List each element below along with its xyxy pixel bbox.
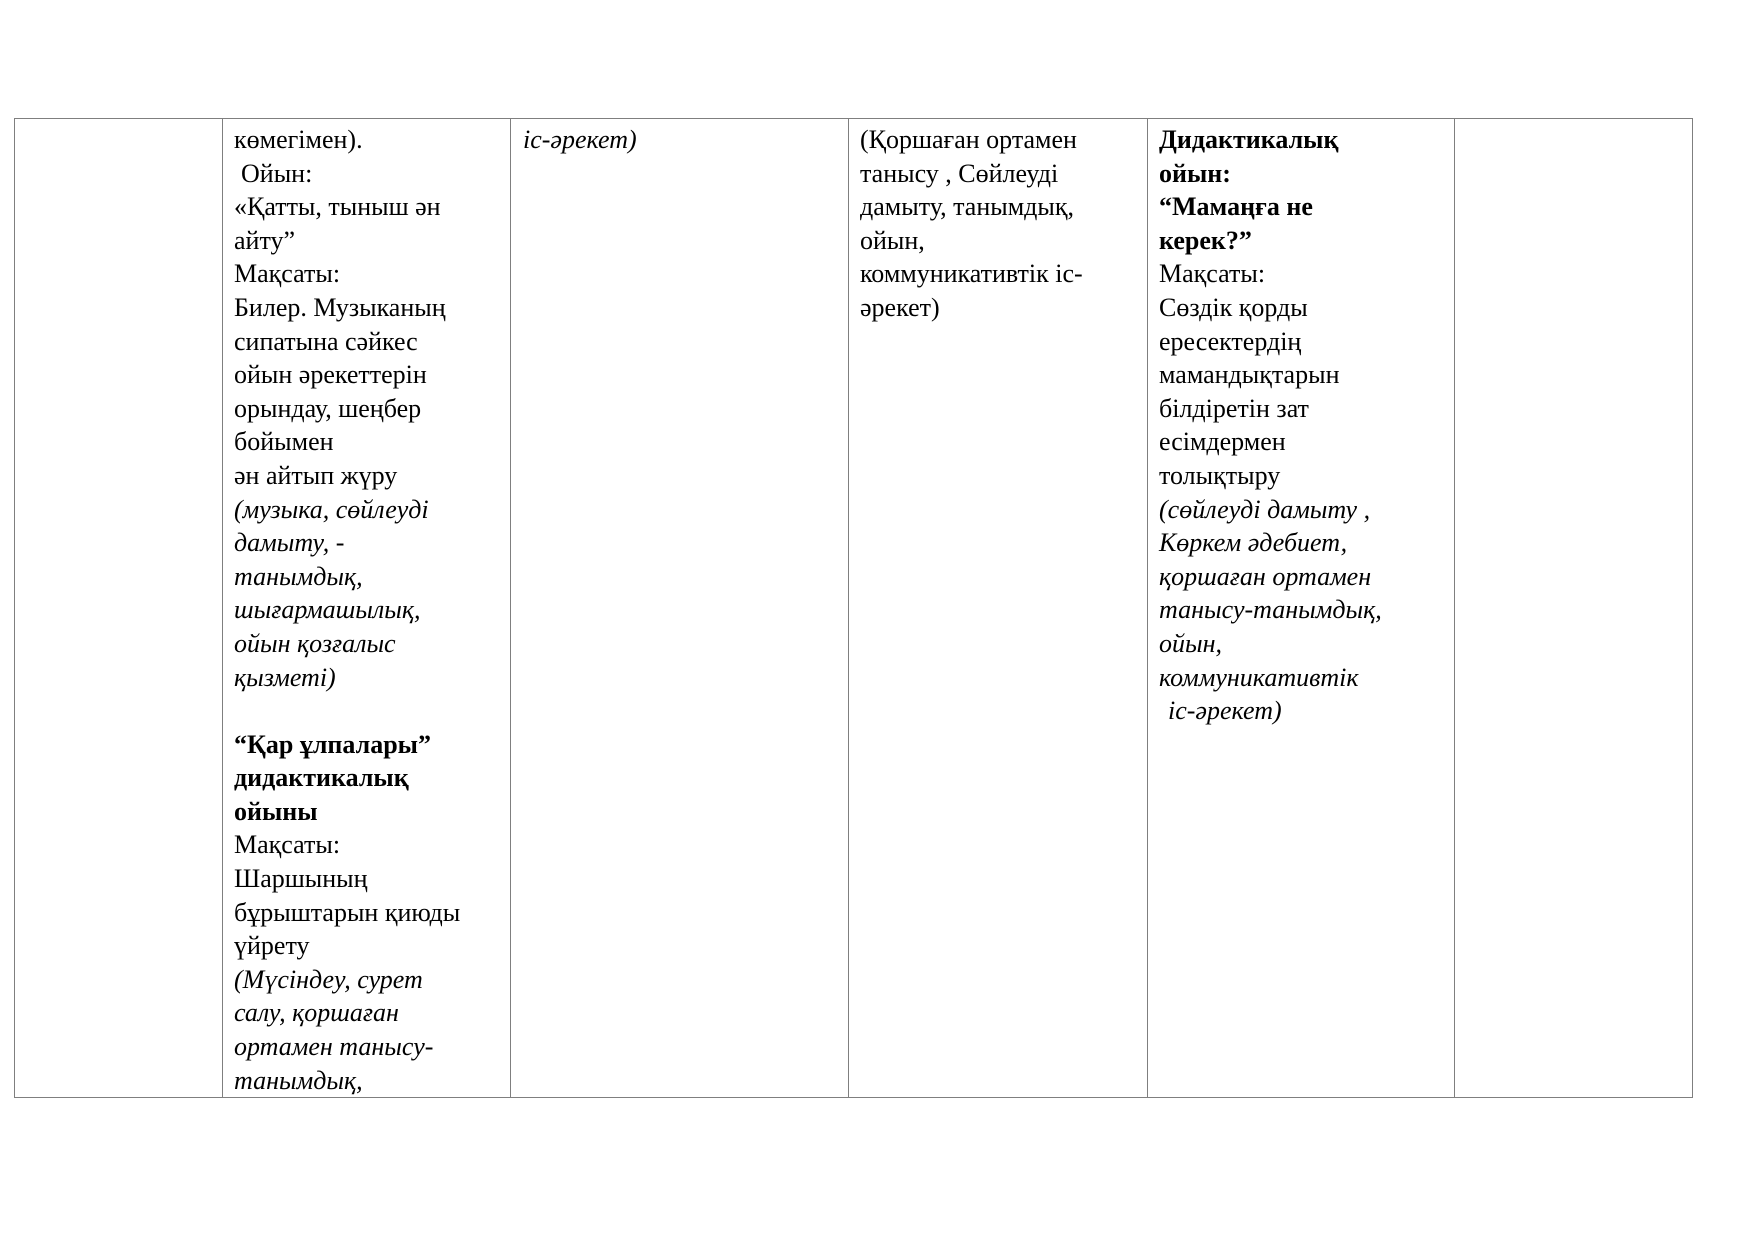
table-cell-6	[1455, 119, 1693, 1098]
cell-text: (музыка, сөйлеуді	[234, 494, 429, 524]
cell-text: іс-әрекет)	[523, 125, 637, 154]
cell-text: (Қоршаған ортамен	[860, 125, 1077, 154]
cell-text: танымдық,	[234, 561, 363, 591]
cell-text: ән айтып жүру	[234, 460, 398, 490]
cell-text: айту”	[234, 225, 296, 255]
cell-text: “Мамаңға не	[1159, 192, 1313, 222]
cell-text: танысу , Сөйлеуді	[860, 158, 1059, 188]
table-cell-2	[223, 119, 511, 1098]
cell-text: қоршаған ортамен	[1159, 561, 1372, 591]
cell-text: “Қар ұлпалары”	[234, 729, 431, 759]
cell-text: ойын:	[1159, 158, 1231, 188]
cell-text: білдіретін зат	[1159, 393, 1309, 423]
cell-text: көмегімен).	[234, 125, 363, 154]
cell-text: дидактикалық	[234, 763, 409, 793]
cell-text: салу, қоршаған	[234, 998, 399, 1028]
activity-plan-table	[14, 118, 1693, 1098]
cell-text: ойын,	[860, 225, 925, 255]
cell-text: толықтыру	[1159, 460, 1281, 490]
table-cell-5	[1148, 119, 1455, 1098]
cell-text: «Қатты, тыныш ән	[234, 192, 441, 222]
cell-text: орындау, шеңбер	[234, 393, 422, 423]
cell-text: Мақсаты:	[234, 259, 341, 289]
cell-text: дамыту, -	[234, 528, 345, 558]
cell-text: бұрыштарын қиюды	[234, 897, 461, 927]
table-cell-3	[511, 119, 849, 1098]
cell-text: Көркем әдебиет,	[1159, 528, 1348, 558]
cell-text: ойын қозғалыс	[234, 628, 396, 658]
cell-text: ойын,	[1159, 628, 1223, 658]
cell-text: танымдық,	[234, 1065, 363, 1095]
cell-text: шығармашылық,	[234, 595, 421, 625]
cell-text: есімдермен	[1159, 427, 1286, 457]
cell-text: ойыны	[234, 796, 318, 826]
cell-text: танысу-танымдық,	[1159, 595, 1382, 625]
cell-text: Мақсаты:	[234, 830, 341, 860]
cell-text: Дидактикалық	[1159, 125, 1339, 154]
cell-text: сипатына сәйкес	[234, 326, 418, 356]
table-row	[15, 119, 1693, 1098]
cell-text: коммуникативтік	[1159, 662, 1359, 692]
cell-text: мамандықтарын	[1159, 360, 1340, 390]
table-cell-4	[849, 119, 1148, 1098]
cell-text: қызметі)	[234, 662, 336, 692]
cell-text: үйрету	[234, 931, 310, 961]
cell-text: Мақсаты:	[1159, 259, 1266, 289]
cell-text: ортамен танысу-	[234, 1032, 434, 1062]
cell-text: Билер. Музыканың	[234, 292, 446, 322]
table-cell-1	[15, 119, 223, 1098]
cell-text: ересектердің	[1159, 326, 1302, 356]
cell-text: (Мүсіндеу, сурет	[234, 964, 423, 994]
cell-text: коммуникативтік іс-	[860, 259, 1083, 289]
cell-text: дамыту, танымдық,	[860, 192, 1074, 222]
blank-line	[234, 694, 502, 728]
cell-text: әрекет)	[860, 292, 940, 322]
cell-text: (сөйлеуді дамыту ,	[1159, 494, 1371, 524]
cell-text: Шаршының	[234, 864, 368, 894]
cell-text: Сөздік қорды	[1159, 292, 1308, 322]
cell-text: ойын әрекеттерін	[234, 360, 427, 390]
cell-text: бойымен	[234, 427, 334, 457]
cell-text: іс-әрекет)	[1168, 696, 1282, 726]
cell-text: керек?”	[1159, 225, 1252, 255]
cell-text: Ойын:	[241, 158, 313, 188]
